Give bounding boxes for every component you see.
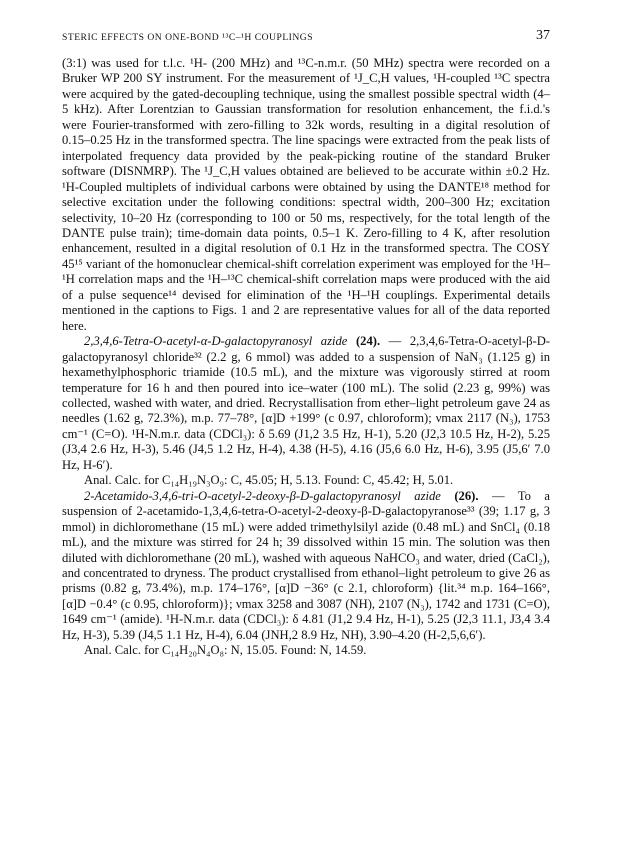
compound-24-body: — 2,3,4,6-Tetra-O-acetyl-β-D-galactopyranosyl chloride³² (2.2 g, 6 mmol) was added to a suspension of NaN₃ (1.125 g) in hexamethylphosphoric triamide (10.5 mL), and the mixture was vigorously stirred at room temperature for 16 h and then poured into ice–water (100 mL). The solid (2.23 g, 99%) was collected, washed with water, and dried. Recrystallisation from ether–light petroleum gave 24 as needles (1.62 g, 72.3%), m.p. 77–78°, [α]D +199° (c 0.97, chloroform); νmax 2117 (N₃), 1753 cm⁻¹ (C=O). ¹H-N.m.r. data (CDCl₃): δ 5.69 (J1,2 3.5 Hz, H-1), 5.20 (J2,3 10.5 Hz, H-2), 5.25 (J3,4 2.6 Hz, H-3), 5.46 (J4,5 1.2 Hz, H-4), 4.38 (H-5), 4.16 (J5,6 6.0 Hz, H-6), 3.95 (J5,6′ 7.0 Hz, H-6′). <box>62 334 550 472</box>
page-number: 37 <box>536 28 550 43</box>
paragraph-methods: (3:1) was used for t.l.c. ¹H- (200 MHz) and ¹³C-n.m.r. (50 MHz) spectra were recorded on a Bruker WP 200 SY instrument. For the measurement of ¹J_C,H values, ¹H-coupled ¹³C spectra were acquired by the gated-decoupling technique, using the smallest possible spectral width (4–5 kHz). After Lorentzian to Gaussian transformation for resolution enhancement, the f.i.d.'s were Fourier-transformed with zero-filling to 32k words, resulting in a digital resolution of 0.15–0.25 Hz in the transformed spectra. The line spacings were extracted from the peak lists of interpolated frequency data provided by the peak-picking routine of the standard Bruker software (DISNMRP). The ¹J_C,H values obtained are believed to be accurate within ±0.2 Hz. ¹H-Coupled multiplets of individual carbons were obtained by using the DANTE¹⁸ method for selective excitation under the following conditions: spectral width, 200–300 Hz; excitation selectivity, 10–20 Hz (corresponding to 100 or 50 ms, respectively, for the total length of the DANTE pulse train); time-domain data points, 0.5–1 K. Zero-filling to 4 K, after resolution enhancement, resulted in a digital resolution of 0.1 Hz in the transformed spectra. The COSY 45¹⁵ variant of the homonuclear chemical-shift correlation experiment was employed for the ¹H–¹H correlation maps and the ¹H–¹³C chemical-shift correlation maps were produced with the aid of a pulse sequence¹⁴ devised for elimination of the ¹H–¹H couplings. Experimental details mentioned in the captions to Figs. 1 and 2 are representative values for all of the data reported here. <box>62 56 550 333</box>
running-head: STERIC EFFECTS ON ONE-BOND ¹³C–¹H COUPLINGS <box>62 32 314 43</box>
paragraph-anal-26: Anal. Calc. for C₁₄H₂₀N₄O₈: N, 15.05. Found: N, 14.59. <box>84 643 367 658</box>
paragraph-compound-24 <box>62 334 550 473</box>
compound-26-body: — To a suspension of 2-acetamido-1,3,4,6-tetra-O-acetyl-2-deoxy-β-D-galactopyranose³³ (39; 1.17 g, 3 mmol) in dichloromethane (15 mL) were added trimethylsilyl azide (0.48 mL) and SnCl₄ (0.18 mL), and the mixture was stirred for 24 h; 39 dissolved within 15 min. The solution was then diluted with dichloromethane (20 mL), washed with aqueous NaHCO₃ and water, dried (CaCl₂), and concentrated to dryness. The product crystallised from ethanol–light petroleum to give 26 as prisms (0.82 g, 73.4%), m.p. 174–176°, [α]D −36° (c 2.1, chloroform) {lit.³⁴ m.p. 164–166°, [α]D −0.4° (c 0.95, chloroform)}; νmax 3258 and 3087 (NH), 2107 (N₃), 1742 and 1731 (C=O), 1649 cm⁻¹ (amide). ¹H-N.m.r. data (CDCl₃): δ 4.81 (J1,2 9.4 Hz, H-1), 5.25 (J2,3 11.1, J3,4 3.4 Hz, H-3), 5.39 (J4,5 1.1 Hz, H-4), 6.04 (JNH,2 8.9 Hz, NH), 3.90–4.20 (H-2,5,6,6′). <box>62 488 550 642</box>
compound-26-number: (26). <box>454 488 479 503</box>
paragraph-anal-24: Anal. Calc. for C₁₄H₁₉N₃O₉: C, 45.05; H, 5.13. Found: C, 45.42; H, 5.01. <box>84 473 454 488</box>
page-header <box>62 28 550 46</box>
compound-24-title: 2,3,4,6-Tetra-O-acetyl-α-D-galactopyranosyl azide <box>84 334 348 349</box>
paragraph-compound-26 <box>62 489 550 644</box>
body-text <box>62 56 550 659</box>
compound-24-number: (24). <box>355 334 381 349</box>
compound-26-title: 2-Acetamido-3,4,6-tri-O-acetyl-2-deoxy-β-D-galactopyranosyl azide <box>84 488 441 503</box>
